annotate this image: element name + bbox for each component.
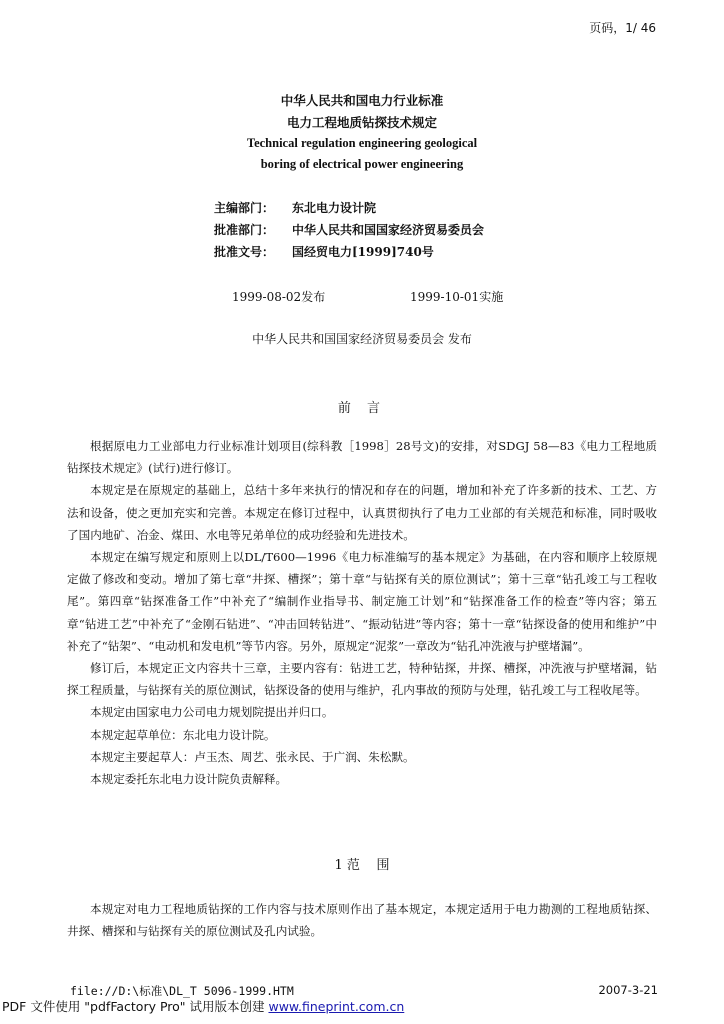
- preface-heading: 前 言: [337, 401, 387, 416]
- issue-date: 1999-08-02发布: [232, 290, 326, 304]
- preface-paragraph: 本规定在编写规定和原则上以DL/T600—1996《电力标准编写的基本规定》为基础，在内容和顺序上较原规定做了修改和变动。增加了第七章“井探、槽探”；第十章“与钻探有关的原位测试”；第十三章“钻孔竣工与工程收尾”。第四章“钻探准备工作”中补充了“编制作业指导书、制定施工计划”和“钻探准备工作的检查”等内容；第五章“钻进工艺”中补充了“金刚石钻进”、“冲击回转钻进”、“振动钻进”等内容；第十一章“钻探设备的使用和维护”中补充了“钻架”、“电动机和发电机”等节内容。另外，原规定“泥浆”一章改为“钻孔冲洗液与护壁堵漏”。: [67, 550, 657, 653]
- preface-paragraph: 本规定是在原规定的基础上，总结十多年来执行的情况和存在的问题，增加和补充了许多新的技术、工艺、方法和设备，使之更加充实和完善。本规定在修订过程中，认真贯彻执行了电力工业部的有关规范和标准，同时吸收了国内地矿、冶金、煤田、水电等兄弟单位的成功经验和先进技术。: [67, 483, 657, 542]
- scope-heading: 1 范 围: [334, 858, 390, 873]
- publisher: 中华人民共和国国家经济贸易委员会 发布: [252, 332, 472, 346]
- title-en-line-2: boring of electrical power engineering: [260, 157, 464, 171]
- preface-paragraph: 本规定委托东北电力设计院负责解释。: [90, 772, 288, 787]
- meta-value: 国经贸电力[1999]740号: [292, 245, 434, 259]
- preface-body: [67, 435, 657, 790]
- effective-date: 1999-10-01实施: [410, 290, 504, 304]
- meta-key: 主编部门：: [214, 201, 275, 215]
- preface-paragraph: 本规定起草单位：东北电力设计院。: [90, 727, 276, 742]
- pdf-watermark-note: [2, 997, 404, 1015]
- meta-row-approver: [214, 221, 484, 238]
- preface-paragraph: 本规定由国家电力公司电力规划院提出并归口。: [90, 705, 334, 720]
- title-en-line-1: Technical regulation engineering geological: [246, 136, 478, 150]
- meta-key: 批准文号：: [214, 245, 275, 259]
- meta-row-approval-no: [214, 243, 434, 260]
- file-path: file://D:\标准\DL_T 5096-1999.HTM: [70, 984, 294, 998]
- footer-date: 2007-3-21: [598, 983, 658, 997]
- meta-value: 中华人民共和国国家经济贸易委员会: [292, 223, 485, 237]
- pdf-note-text: PDF 文件使用 "pdfFactory Pro" 试用版本创建: [2, 999, 269, 1014]
- title-cn-line-1: 中华人民共和国电力行业标准: [280, 93, 444, 108]
- preface-paragraph: 根据原电力工业部电力行业标准计划项目(综科教［1998］28号文)的安排，对SDGJ 58—83《电力工程地质钻探技术规定》(试行)进行修订。: [67, 439, 657, 476]
- fineprint-link[interactable]: www.fineprint.com.cn: [268, 999, 405, 1014]
- scope-body: [67, 898, 657, 942]
- title-cn-line-2: 电力工程地质钻探技术规定: [286, 115, 437, 130]
- meta-row-editor: [214, 199, 376, 216]
- meta-key: 批准部门：: [214, 223, 275, 237]
- preface-paragraph: 本规定主要起草人：卢玉杰、周艺、张永民、于广润、朱松默。: [90, 749, 415, 764]
- meta-value: 东北电力设计院: [292, 201, 377, 215]
- scope-paragraph: 本规定对电力工程地质钻探的工作内容与技术原则作出了基本规定，本规定适用于电力勘测的工程地质钻探、井探、槽探和与钻探有关的原位测试及孔内试验。: [67, 902, 657, 939]
- page-counter: 页码，1/ 46: [589, 21, 656, 35]
- preface-paragraph: 修订后，本规定正文内容共十三章，主要内容有：钻进工艺，特种钻探，井探、槽探，冲洗液与护壁堵漏，钻探工程质量，与钻探有关的原位测试，钻探设备的使用与维护，孔内事故的预防与处理，钻孔竣工与工程收尾等。: [67, 661, 657, 698]
